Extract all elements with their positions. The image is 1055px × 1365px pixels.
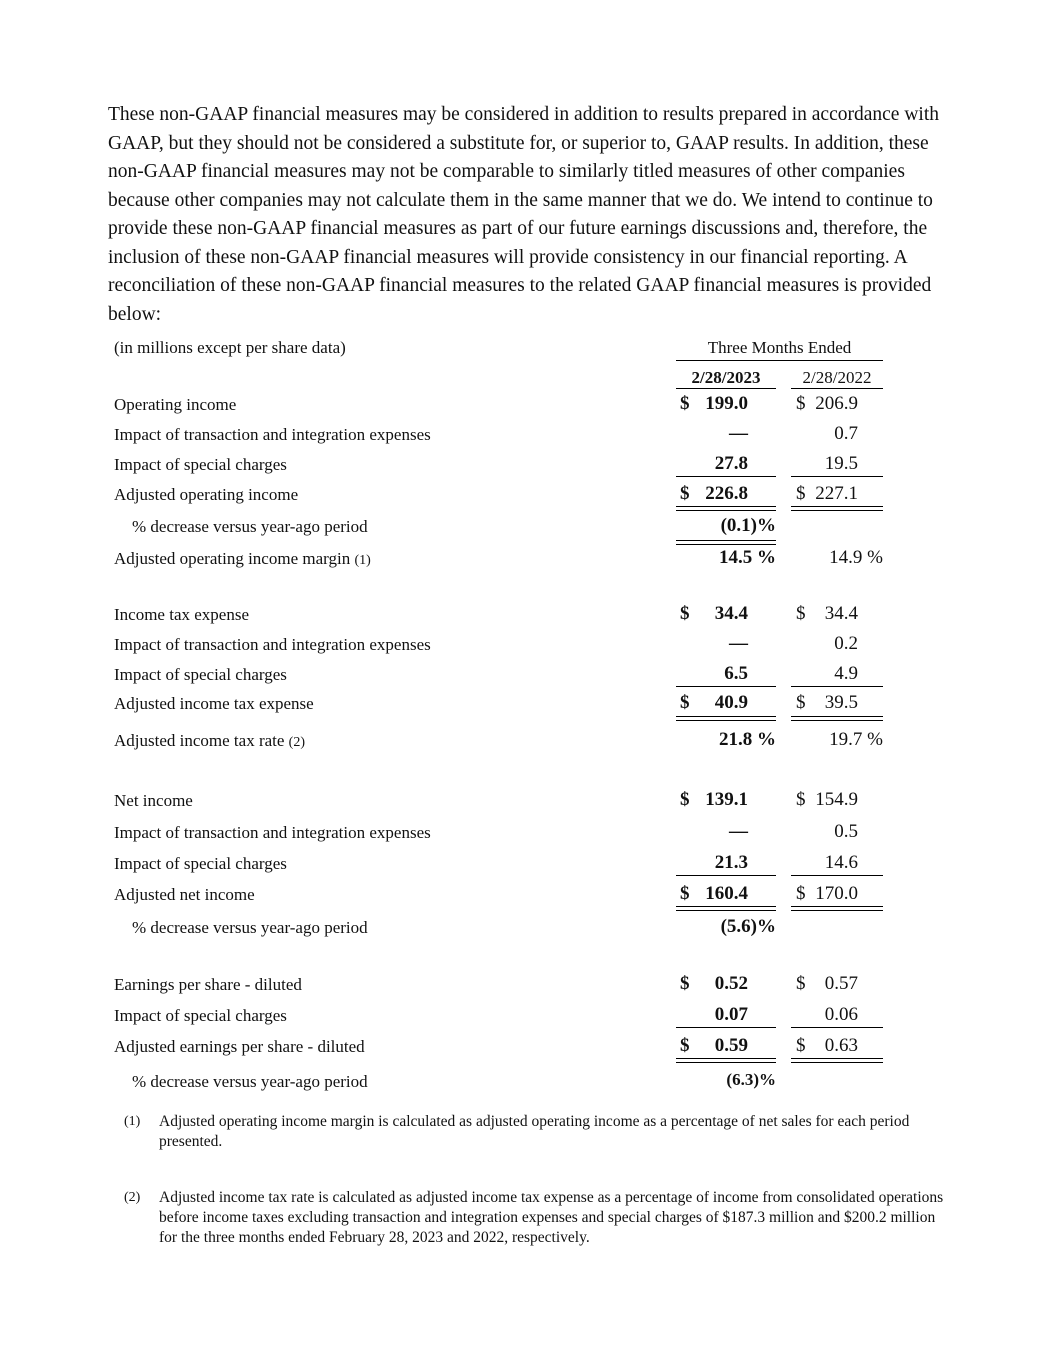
column-header-2022: 2/28/2022 bbox=[791, 368, 883, 389]
value-2022: 4.9 bbox=[834, 663, 858, 684]
row-label: Impact of transaction and integration expenses bbox=[114, 425, 431, 444]
dollar-sign: $ bbox=[796, 789, 806, 810]
dollar-sign: $ bbox=[796, 1035, 806, 1056]
value-2023: 34.4 bbox=[714, 603, 748, 624]
total-rule bbox=[791, 716, 883, 721]
footnote-text: Adjusted income tax rate is calculated as adjusted income tax expense as a percentage of income from consolidated operations before income taxes excluding transaction and integration expenses and special charges of $187.3 million and $200.2 million for the three months ended February 28, 2023 and 2022, respectively. bbox=[159, 1189, 944, 1246]
table-row bbox=[0, 514, 1055, 540]
value-2022: 0.06 bbox=[824, 1004, 858, 1025]
footnote-number: (2) bbox=[124, 1190, 141, 1205]
value-2022: 19.5 bbox=[824, 453, 858, 474]
subtotal-rule bbox=[791, 1027, 883, 1028]
subtotal-rule bbox=[676, 1027, 776, 1028]
value-2022: 0.5 bbox=[834, 821, 858, 842]
row-label: Adjusted operating income margin (1) bbox=[114, 549, 371, 568]
subtotal-rule bbox=[676, 476, 776, 477]
row-label: Impact of transaction and integration expenses bbox=[114, 635, 431, 654]
dollar-sign: $ bbox=[680, 692, 690, 713]
table-row bbox=[0, 662, 1055, 688]
row-label: Operating income bbox=[114, 395, 237, 414]
row-label: Impact of transaction and integration expenses bbox=[114, 823, 431, 842]
value-2022: 0.63 bbox=[824, 1035, 858, 1056]
row-label: Impact of special charges bbox=[114, 1006, 287, 1025]
table-row bbox=[0, 632, 1055, 658]
row-label: % decrease versus year-ago period bbox=[132, 918, 368, 937]
value-2022: 227.1 bbox=[815, 483, 858, 504]
footnote-2 bbox=[124, 1188, 954, 1250]
dollar-sign: $ bbox=[796, 883, 806, 904]
total-rule bbox=[791, 906, 883, 911]
row-label: Adjusted income tax expense bbox=[114, 694, 314, 713]
value-2022: 0.57 bbox=[824, 973, 858, 994]
table-row bbox=[0, 1069, 1055, 1095]
table-row bbox=[0, 972, 1055, 998]
row-label: Adjusted earnings per share - diluted bbox=[114, 1037, 365, 1056]
dollar-sign: $ bbox=[680, 603, 690, 624]
value-2023: — bbox=[729, 423, 748, 444]
footnote-ref: (2) bbox=[288, 735, 305, 750]
value-2023: 0.07 bbox=[714, 1004, 748, 1025]
table-row bbox=[0, 452, 1055, 478]
row-label: Earnings per share - diluted bbox=[114, 975, 302, 994]
row-label: % decrease versus year-ago period bbox=[132, 517, 368, 536]
intro-paragraph: These non-GAAP financial measures may be considered in addition to results prepared in accordance with GAAP, but they should not be considered a substitute for, or superior to, GAAP results. In addition, these non-GAAP financial measures may not be comparable to similarly titled measures of other companies because other companies may not calculate them in the same manner that we do. We intend to continue to provide these non-GAAP financial measures as part of our future earnings discussions and, therefore, the inclusion of these non-GAAP financial measures will provide consistency in our financial reporting. A reconciliation of these non-GAAP financial measures to the related GAAP financial measures is provided below: bbox=[108, 104, 939, 325]
value-2023: — bbox=[729, 633, 748, 654]
footnote-1 bbox=[124, 1112, 954, 1154]
row-label: Adjusted net income bbox=[114, 885, 255, 904]
dollar-sign: $ bbox=[796, 483, 806, 504]
period-header: Three Months Ended bbox=[676, 338, 883, 361]
value-2022: 14.6 bbox=[824, 852, 858, 873]
dollar-sign: $ bbox=[680, 393, 690, 414]
value-2022: 154.9 bbox=[815, 789, 858, 810]
total-rule bbox=[676, 906, 776, 911]
footnote-ref: (1) bbox=[354, 553, 371, 568]
dollar-sign: $ bbox=[680, 483, 690, 504]
row-label: Adjusted income tax rate (2) bbox=[114, 731, 305, 750]
table-row bbox=[0, 392, 1055, 418]
value-2022: 19.7 % bbox=[829, 729, 883, 750]
value-2022: 0.2 bbox=[834, 633, 858, 654]
table-row bbox=[0, 1034, 1055, 1060]
dollar-sign: $ bbox=[796, 393, 806, 414]
value-2023: 14.5 % bbox=[719, 547, 776, 568]
dollar-sign: $ bbox=[680, 973, 690, 994]
dollar-sign: $ bbox=[680, 883, 690, 904]
value-2023: 6.5 bbox=[724, 663, 748, 684]
dollar-sign: $ bbox=[796, 692, 806, 713]
value-2022: 14.9 % bbox=[829, 547, 883, 568]
value-2023: 160.4 bbox=[705, 883, 748, 904]
value-2023: (6.3)% bbox=[726, 1070, 776, 1089]
table-row bbox=[0, 882, 1055, 908]
subtotal-rule bbox=[676, 875, 776, 876]
table-row bbox=[0, 602, 1055, 628]
row-label: Impact of special charges bbox=[114, 455, 287, 474]
table-row bbox=[0, 820, 1055, 846]
dollar-sign: $ bbox=[680, 789, 690, 810]
dollar-sign: $ bbox=[680, 1035, 690, 1056]
footnote-number: (1) bbox=[124, 1114, 141, 1129]
value-2023: 27.8 bbox=[714, 453, 748, 474]
value-2023: 199.0 bbox=[705, 393, 748, 414]
total-rule bbox=[676, 1058, 776, 1063]
table-row bbox=[0, 1003, 1055, 1029]
table-row bbox=[0, 422, 1055, 448]
value-2022: 170.0 bbox=[815, 883, 858, 904]
table-row bbox=[0, 482, 1055, 508]
value-2023: 226.8 bbox=[705, 483, 748, 504]
dollar-sign: $ bbox=[796, 603, 806, 624]
value-2023: — bbox=[729, 821, 748, 842]
table-row bbox=[0, 915, 1055, 941]
total-rule bbox=[676, 540, 776, 545]
total-rule bbox=[676, 716, 776, 721]
dollar-sign: $ bbox=[796, 973, 806, 994]
table-row bbox=[0, 788, 1055, 814]
row-label: Impact of special charges bbox=[114, 854, 287, 873]
subtotal-rule bbox=[791, 686, 883, 687]
column-header-2023: 2/28/2023 bbox=[676, 368, 776, 389]
units-label: (in millions except per share data) bbox=[114, 338, 346, 357]
table-row bbox=[0, 728, 1055, 754]
value-2022: 34.4 bbox=[824, 603, 858, 624]
subtotal-rule bbox=[676, 686, 776, 687]
table-row bbox=[0, 851, 1055, 877]
subtotal-rule bbox=[791, 875, 883, 876]
value-2023: 139.1 bbox=[705, 789, 748, 810]
total-rule bbox=[791, 506, 883, 511]
value-2023: 21.3 bbox=[714, 852, 748, 873]
table-row bbox=[0, 691, 1055, 717]
subtotal-rule bbox=[791, 476, 883, 477]
value-2023: 40.9 bbox=[714, 692, 748, 713]
value-2022: 39.5 bbox=[824, 692, 858, 713]
row-label: Impact of special charges bbox=[114, 665, 287, 684]
value-2023: (0.1)% bbox=[720, 515, 776, 536]
row-label: Net income bbox=[114, 791, 193, 810]
value-2023: (5.6)% bbox=[720, 916, 776, 937]
value-2023: 0.59 bbox=[714, 1035, 748, 1056]
total-rule bbox=[791, 1058, 883, 1063]
value-2022: 0.7 bbox=[834, 423, 858, 444]
value-2023: 21.8 % bbox=[719, 729, 776, 750]
value-2023: 0.52 bbox=[714, 973, 748, 994]
row-label: Income tax expense bbox=[114, 605, 249, 624]
table-row bbox=[0, 546, 1055, 572]
footnote-text: Adjusted operating income margin is calculated as adjusted operating income as a percentage of net sales for each period presented. bbox=[159, 1113, 910, 1150]
row-label: Adjusted operating income bbox=[114, 485, 299, 504]
value-2022: 206.9 bbox=[815, 393, 858, 414]
row-label: % decrease versus year-ago period bbox=[132, 1072, 368, 1091]
total-rule bbox=[676, 506, 776, 511]
